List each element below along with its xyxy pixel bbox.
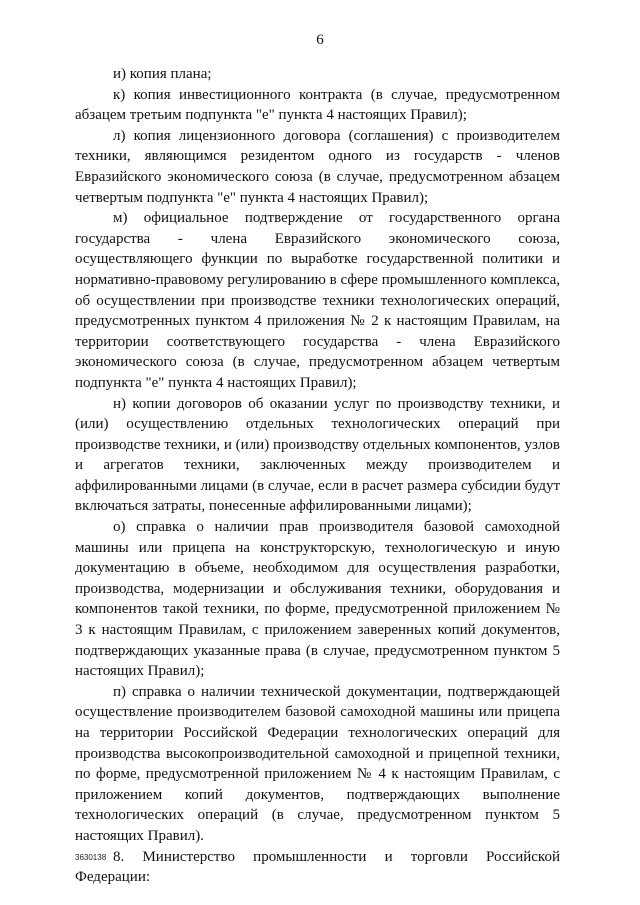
item-n-service-contracts: н) копии договоров об оказании услуг по производству техники, и (или) осуществлению отдельных технологических операций при производстве техники, и (или) производству отдельных компонентов, узлов и агрегатов техники, заключенных между производителем и аффилированными лицами (в случае, если в расчет размера субсидии будут включаться затраты, понесенные аффилированными лицами); xyxy=(75,395,560,515)
footer-document-code: 3630138 xyxy=(75,853,107,862)
item-k-investment-contract: к) копия инвестиционного контракта (в случае, предусмотренном абзацем третьим подпункта "е" пункта 4 настоящих Правил); xyxy=(75,86,560,124)
item-p-technical-documentation: п) справка о наличии технической документации, подтверждающей осуществление производителем базовой самоходной машины или прицепа на территории Российской Федерации технологических операций для производства высокопроизводительной самоходной и прицепной техники, по форме, предусмотренной приложением № 4 к настоящим Правилам, с приложением копий документов, подтверждающих выполнение технологических операций (в случае, предусмотренном пунктом 5 настоящих Правил). xyxy=(75,683,560,844)
item-i-plan-copy: и) копия плана; xyxy=(113,66,212,82)
item-m-official-confirmation: м) официальное подтверждение от государственного органа государства - члена Евразийского экономического союза, осуществляющего функции по выработке государственной политики и нормативно-правовому регулированию в сфере промышленного комплекса, об осуществлении при производстве техники технологических операций, предусмотренных пунктом 4 приложения № 2 к настоящим Правилам, на территории соответствующего государства - члена Евразийского экономического союза (в случае, предусмотренном абзацем четвертым подпункта "е" пункта 4 настоящих Правил); xyxy=(75,210,560,391)
page-number: 6 xyxy=(316,32,324,48)
item-o-rights-certificate: о) справка о наличии прав производителя базовой самоходной машины или прицепа на конструкторскую, технологическую и иную документацию в объеме, необходимом для осуществления разработки, производства, модернизации и обслуживания техники, оборудования и компонентов такой техники, по форме, предусмотренной приложением № 3 к настоящим Правилам, с приложением заверенных копий документов, подтверждающих указанные права (в случае, предусмотренном пунктом 5 настоящих Правил); xyxy=(75,519,560,680)
clause-8-ministry: 8. Министерство промышленности и торговли Российской Федерации: xyxy=(75,848,560,886)
item-l-license-agreement: л) копия лицензионного договора (соглашения) с производителем техники, являющимся резидентом одного из государств - членов Евразийского экономического союза (в случае, предусмотренном абзацем четвертым подпункта "е" пункта 4 настоящих Правил); xyxy=(75,127,560,206)
document-body xyxy=(75,64,560,888)
